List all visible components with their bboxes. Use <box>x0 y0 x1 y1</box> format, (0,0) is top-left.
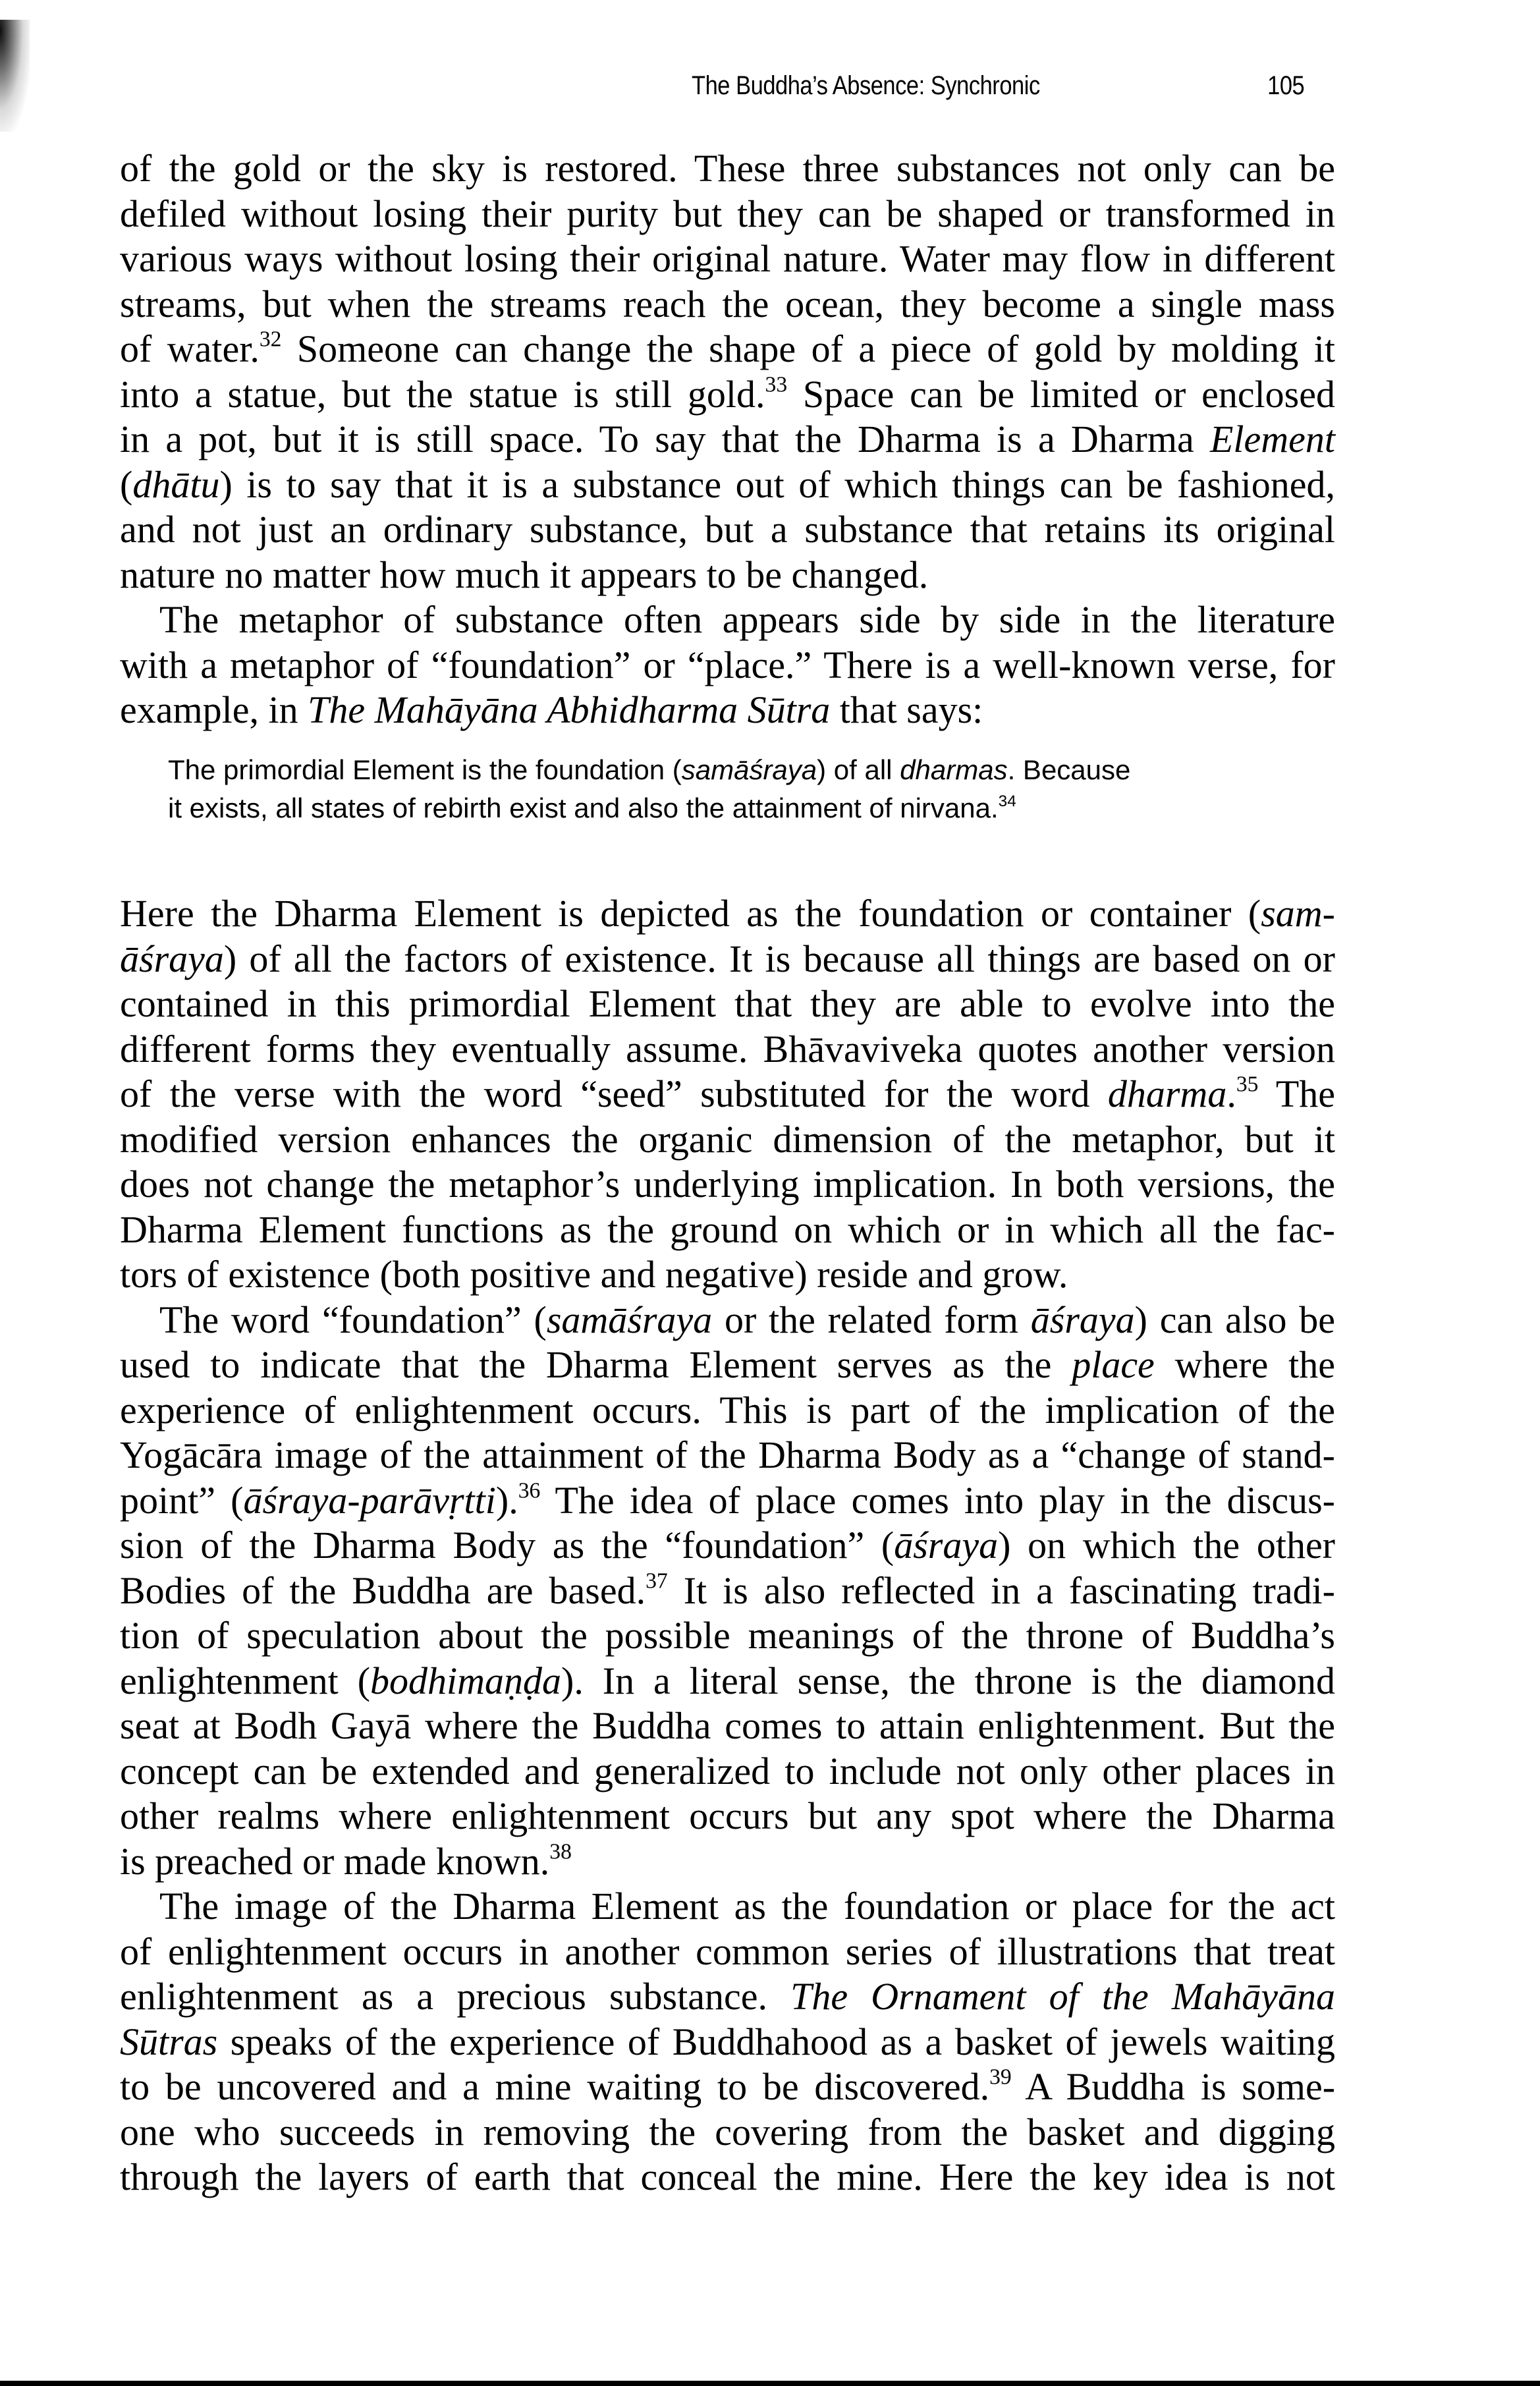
text-line: Here the Dharma Element is depicted as the foundation or container (sam- <box>120 892 1335 935</box>
italic-term: place <box>1072 1343 1155 1386</box>
italic-term: āśraya <box>894 1524 999 1567</box>
italic-term: dharmas <box>900 754 1008 785</box>
running-head <box>692 66 1304 105</box>
text-line: tors of existence (both positive and negative) reside and grow. <box>120 1253 1068 1296</box>
text-line: concept can be extended and generalized to include not only other places in <box>120 1749 1335 1792</box>
text-line: of enlightenment occurs in another common series of illustrations that treat <box>120 1929 1335 1973</box>
text-line: āśraya) of all the factors of existence. It is because all things are based on or <box>120 937 1335 980</box>
text-line: does not change the metaphor’s underlying implication. In both versions, the <box>120 1163 1335 1206</box>
text-line: example, in The Mahāyāna Abhidharma Sūtra that says: <box>120 688 983 731</box>
text-line: enlightenment as a precious substance. The Ornament of the Mahāyāna <box>120 1975 1335 2018</box>
text-line: sion of the Dharma Body as the “foundation” (āśraya) on which the other <box>120 1524 1335 1567</box>
text-line: is preached or made known.$^{38}$ <box>120 1839 572 1883</box>
text-line: nature no matter how much it appears to be changed. <box>120 553 929 596</box>
text-line: in a pot, but it is still space. To say that the Dharma is a Dharma Element <box>120 418 1335 460</box>
footnote-ref[interactable]: 33 <box>765 372 788 397</box>
text-line: experience of enlightenment occurs. This is part of the implication of the <box>120 1388 1335 1431</box>
text-line: into a statue, but the statue is still gold.$^{33}$ Space can be limited or enclosed <box>120 372 1335 416</box>
text-line: defiled without losing their purity but they can be shaped or transformed in <box>120 192 1335 235</box>
text-line: used to indicate that the Dharma Element serves as the place where the <box>120 1343 1335 1386</box>
footnote-ref[interactable]: 36 <box>518 1478 541 1503</box>
text-line: various ways without losing their original nature. Water may flow in different <box>120 237 1335 280</box>
text-line: enlightenment (bodhimaṇḍa). In a literal sense, the throne is the diamond <box>120 1659 1335 1702</box>
text-line: streams, but when the streams reach the ocean, they become a single mass <box>120 282 1335 325</box>
running-head-title: The Buddha’s Absence: Synchronic <box>692 70 1040 100</box>
text-line: of the verse with the word “seed” substituted for the word dharma.$^{35}$ The <box>120 1072 1335 1115</box>
quote-line: it exists, all states of rebirth exist and also the attainment of nirvana.$^{34}$ <box>168 792 1016 823</box>
text-line: one who succeeds in removing the covering from the basket and digging <box>120 2110 1335 2153</box>
text-line: to be uncovered and a mine waiting to be discovered.$^{39}$ A Buddha is some- <box>120 2065 1336 2108</box>
text-line: Dharma Element functions as the ground on which or in which all the fac- <box>120 1207 1335 1251</box>
footnote-ref[interactable]: 34 <box>998 792 1016 810</box>
text-line: tion of speculation about the possible meanings of the throne of Buddha’s <box>120 1614 1335 1657</box>
footnote-ref[interactable]: 37 <box>646 1568 668 1593</box>
italic-term: sam- <box>1261 892 1335 935</box>
italic-term: Sūtras <box>120 2020 218 2063</box>
text-line: Sūtras speaks of the experience of Buddhahood as a basket of jewels waiting <box>120 2020 1335 2063</box>
italic-term: āśraya <box>120 937 224 980</box>
text-line: of water.$^{32}$ Someone can change the shape of a piece of gold by molding it <box>120 327 1336 370</box>
scan-artifact-smudge <box>0 20 30 132</box>
block-quote <box>168 751 1288 827</box>
quote-line: The primordial Element is the foundation (samāśraya) of all dharmas. Because <box>168 754 1131 785</box>
footnote-ref[interactable]: 39 <box>989 2065 1012 2090</box>
page-number: 105 <box>1267 70 1304 100</box>
italic-term: Element <box>1209 418 1335 460</box>
text-line: The image of the Dharma Element as the foundation or place for the act <box>159 1885 1335 1928</box>
text-line: different forms they eventually assume. Bhāvaviveka quotes another version <box>120 1027 1335 1070</box>
italic-term: samāśraya <box>681 754 817 785</box>
footnote-ref[interactable]: 38 <box>549 1839 572 1864</box>
text-line: Yogācāra image of the attainment of the Dharma Body as a “change of stand- <box>120 1433 1335 1476</box>
body-text-section-1 <box>120 146 1335 733</box>
text-line: with a metaphor of “foundation” or “place.” There is a well-known verse, for <box>120 643 1335 686</box>
italic-term: The Mahāyāna Abhidharma Sūtra <box>308 688 831 731</box>
italic-term: āśraya <box>1030 1298 1135 1341</box>
italic-term: dhātu <box>132 462 220 506</box>
italic-term: The Ornament of the Mahāyāna <box>790 1975 1335 2018</box>
text-line: point” (āśraya-parāvṛtti).$^{36}$ The idea of place comes into play in the discus- <box>120 1478 1335 1522</box>
text-line: through the layers of earth that conceal the mine. Here the key idea is not <box>120 2155 1335 2198</box>
text-line: other realms where enlightenment occurs but any spot where the Dharma <box>120 1794 1335 1837</box>
text-line: Bodies of the Buddha are based.$^{37}$ It is also reflected in a fascinating tradi- <box>120 1568 1335 1612</box>
text-line: The word “foundation” (samāśraya or the related form āśraya) can also be <box>159 1298 1335 1341</box>
italic-term: dharma <box>1107 1072 1227 1115</box>
scan-bottom-edge <box>0 2381 1540 2386</box>
text-line: (dhātu) is to say that it is a substance out of which things can be fashioned, <box>120 462 1335 506</box>
italic-term: samāśraya <box>546 1298 713 1341</box>
text-line: and not just an ordinary substance, but a substance that retains its original <box>120 508 1335 551</box>
text-line: seat at Bodh Gayā where the Buddha comes to attain enlightenment. But the <box>120 1704 1335 1747</box>
footnote-ref[interactable]: 32 <box>259 327 282 352</box>
text-line: of the gold or the sky is restored. These three substances not only can be <box>120 147 1335 190</box>
italic-term: āśraya-parāvṛtti <box>243 1478 496 1522</box>
text-line: contained in this primordial Element that they are able to evolve into the <box>120 982 1335 1025</box>
italic-term: bodhimaṇḍa <box>370 1659 562 1702</box>
footnote-ref[interactable]: 35 <box>1236 1072 1259 1097</box>
body-text-section-2 <box>120 891 1335 2200</box>
text-line: modified version enhances the organic dimension of the metaphor, but it <box>120 1117 1335 1161</box>
text-line: The metaphor of substance often appears side by side in the literature <box>159 598 1335 641</box>
